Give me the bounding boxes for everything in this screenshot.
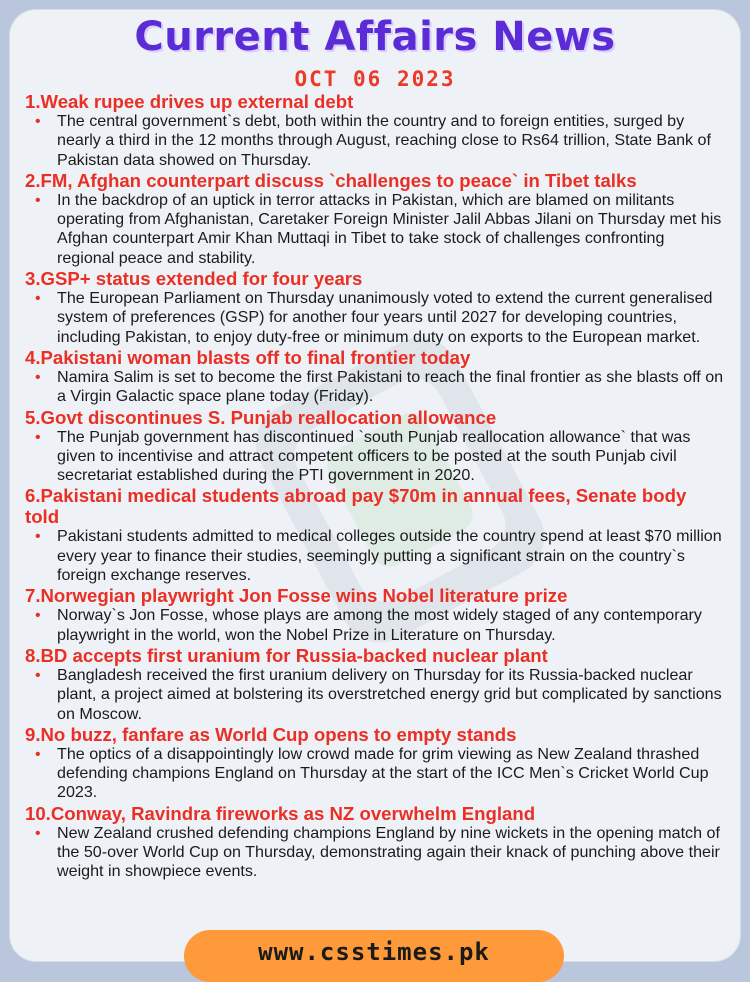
news-summary: New Zealand crushed defending champions England by nine wickets in the opening match of the 50-over World Cup on Thursday, demonstrating again their knack of punching above their weight in showpiece events. — [57, 823, 720, 881]
news-summary: The optics of a disappointingly low crowd made for grim viewing as New Zealand thrashed defending champions England on Thursday at the start of the ICC Men`s Cricket World Cup 2023. — [57, 744, 709, 802]
news-item — [25, 91, 725, 170]
news-summary-row — [25, 606, 725, 645]
date-label: OCT 06 2023 — [294, 67, 456, 91]
news-summary-row — [25, 745, 725, 803]
news-headline: 9.No buzz, fanfare as World Cup opens to empty stands — [25, 723, 517, 745]
news-item — [25, 585, 725, 645]
news-summary-row — [25, 289, 725, 347]
news-headline: 5.Govt discontinues S. Punjab reallocation allowance — [25, 406, 497, 428]
news-headline: 4.Pakistani woman blasts off to final frontier today — [25, 346, 471, 368]
news-summary-row — [25, 666, 725, 724]
news-summary: The Punjab government has discontinued `south Punjab reallocation allowance` that was given to incentivise and attract competent officers to be posted at the south Punjab civil secretariat established during the PTI government in 2020. — [57, 427, 691, 485]
news-summary: In the backdrop of an uptick in terror attacks in Pakistan, which are blamed on militants operating from Afghanistan, Caretaker Foreign Minister Jalil Abbas Jilani on Thursday met his Afghan counterpart Amir Khan Muttaqi in Tibet to take stock of challenges confronting regional peace and stability. — [57, 190, 722, 267]
news-summary: Bangladesh received the first uranium delivery on Thursday for its Russia-backed nuclear plant, a project aimed at bolstering its overstretched energy grid but complicated by sanctions on Moscow. — [57, 665, 722, 723]
news-summary-row — [25, 428, 725, 486]
website-link[interactable]: www.csstimes.pk — [258, 938, 490, 966]
website-badge[interactable] — [184, 930, 564, 982]
news-item — [25, 170, 725, 268]
news-summary-row — [25, 368, 725, 407]
news-summary-row — [25, 824, 725, 882]
news-headline: 3.GSP+ status extended for four years — [25, 268, 363, 290]
news-headline: 1.Weak rupee drives up external debt — [25, 91, 354, 112]
news-item — [25, 407, 725, 486]
news-summary-row — [25, 527, 725, 585]
news-item — [25, 347, 725, 407]
bullet-icon: • — [35, 824, 41, 842]
bullet-icon: • — [35, 607, 41, 625]
news-item — [25, 268, 725, 347]
news-summary: Namira Salim is set to become the first Pakistani to reach the final frontier as she blasts off on a Virgin Galactic space plane today (Friday). — [57, 367, 724, 406]
page-title: Current Affairs News — [134, 14, 616, 60]
news-item — [25, 645, 725, 724]
bullet-icon: • — [35, 191, 41, 209]
news-summary: Norway`s Jon Fosse, whose plays are among the most widely staged of any contemporary playwright in the world, won the Nobel Prize in Literature on Thursday. — [57, 606, 702, 644]
news-item — [25, 803, 725, 882]
news-summary: The central government`s debt, both within the country and to foreign entities, surged by nearly a third in the 12 months through August, reaching close to Rs64 trillion, State Bank of Pakistan data showed on Thursday. — [57, 112, 711, 169]
news-list — [25, 91, 725, 882]
news-item — [25, 724, 725, 803]
news-item — [25, 485, 725, 585]
bullet-icon: • — [35, 428, 41, 446]
news-headline: 7.Norwegian playwright Jon Fosse wins Nobel literature prize — [25, 585, 568, 607]
bullet-icon: • — [35, 745, 41, 763]
news-headline: 10.Conway, Ravindra fireworks as NZ overwhelm England — [25, 802, 536, 824]
bullet-icon: • — [35, 290, 41, 308]
bullet-icon: • — [35, 666, 41, 684]
bullet-icon: • — [35, 528, 41, 546]
news-summary-row — [25, 191, 725, 268]
bullet-icon: • — [35, 368, 41, 386]
news-summary-row — [25, 112, 725, 170]
news-headline: 2.FM, Afghan counterpart discuss `challenges to peace` in Tibet talks — [25, 169, 637, 191]
news-summary: Pakistani students admitted to medical colleges outside the country spend at least $70 million every year to finance their studies, seemingly putting a significant strain on the country`s foreign exchange reserves. — [57, 527, 722, 585]
news-headline: 8.BD accepts first uranium for Russia-backed nuclear plant — [25, 644, 548, 666]
news-summary: The European Parliament on Thursday unanimously voted to extend the current generalised system of preferences (GSP) for another four years until 2027 for developing countries, including Pakistan, to enjoy duty-free or minimum duty on exports to the European market. — [57, 289, 713, 346]
news-headline: 6.Pakistani medical students abroad pay $70m in annual fees, Senate body told — [25, 485, 687, 528]
bullet-icon: • — [35, 113, 41, 130]
